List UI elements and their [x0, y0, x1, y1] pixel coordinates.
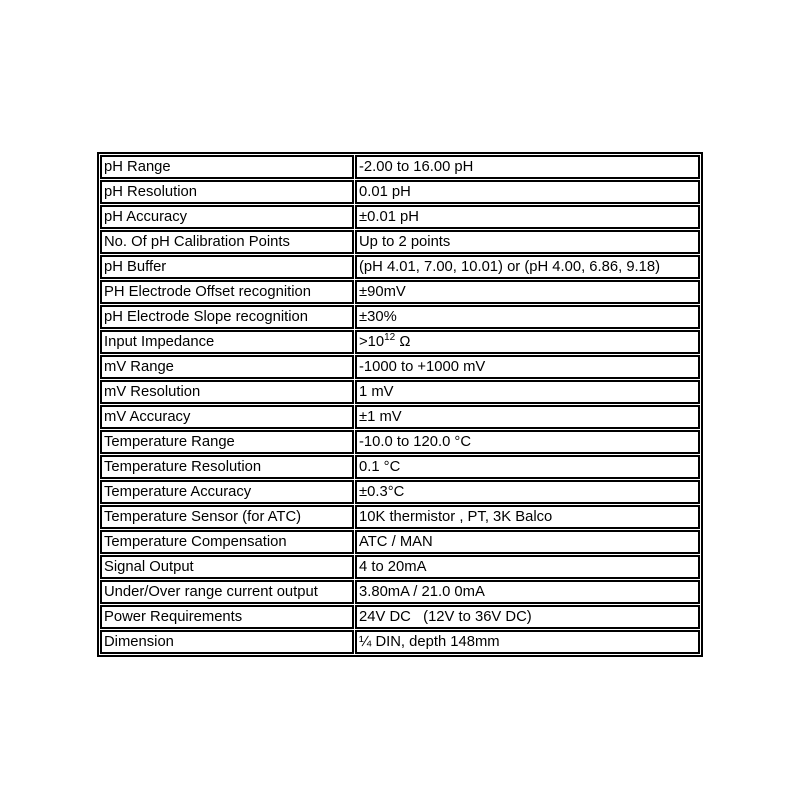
spec-value-cell: -1000 to +1000 mV [355, 355, 700, 379]
spec-label-cell: Temperature Resolution [100, 455, 354, 479]
spec-label-cell: mV Accuracy [100, 405, 354, 429]
spec-label-cell: Input Impedance [100, 330, 354, 354]
table-row [100, 630, 700, 654]
spec-table [99, 154, 701, 655]
spec-value-cell: ±0.01 pH [355, 205, 700, 229]
spec-label-cell: mV Resolution [100, 380, 354, 404]
spec-label-cell: No. Of pH Calibration Points [100, 230, 354, 254]
table-row [100, 555, 700, 579]
spec-value-cell: (pH 4.01, 7.00, 10.01) or (pH 4.00, 6.86, 9.18) [355, 255, 700, 279]
table-row [100, 605, 700, 629]
spec-value-cell: -2.00 to 16.00 pH [355, 155, 700, 179]
table-row [100, 380, 700, 404]
table-row [100, 455, 700, 479]
spec-value-cell: ±30% [355, 305, 700, 329]
spec-label-cell: Signal Output [100, 555, 354, 579]
spec-label-cell: pH Range [100, 155, 354, 179]
spec-table-body [100, 155, 700, 654]
spec-label-cell: PH Electrode Offset recognition [100, 280, 354, 304]
table-row [100, 155, 700, 179]
spec-value-cell [355, 330, 700, 354]
spec-value-cell: 0.01 pH [355, 180, 700, 204]
table-row [100, 355, 700, 379]
table-row [100, 305, 700, 329]
spec-label-cell: Temperature Compensation [100, 530, 354, 554]
spec-value-cell: ±1 mV [355, 405, 700, 429]
spec-label-cell: pH Electrode Slope recognition [100, 305, 354, 329]
spec-label-cell: pH Accuracy [100, 205, 354, 229]
table-row [100, 580, 700, 604]
superscript-exponent: 12 [384, 332, 396, 344]
table-row [100, 430, 700, 454]
spec-value-cell: 1 mV [355, 380, 700, 404]
spec-value-cell: 24V DC (12V to 36V DC) [355, 605, 700, 629]
table-row [100, 280, 700, 304]
table-row [100, 530, 700, 554]
table-row [100, 480, 700, 504]
spec-value-cell: 10K thermistor , PT, 3K Balco [355, 505, 700, 529]
table-row [100, 330, 700, 354]
table-row [100, 405, 700, 429]
spec-value-cell: Up to 2 points [355, 230, 700, 254]
table-row [100, 180, 700, 204]
spec-label-cell: Temperature Sensor (for ATC) [100, 505, 354, 529]
spec-value-cell: ¼ DIN, depth 148mm [355, 630, 700, 654]
spec-table-wrapper [97, 152, 703, 657]
table-row [100, 205, 700, 229]
spec-value-cell: 3.80mA / 21.0 0mA [355, 580, 700, 604]
spec-label-cell: Power Requirements [100, 605, 354, 629]
table-row [100, 230, 700, 254]
spec-value-cell: ±0.3°C [355, 480, 700, 504]
spec-label-cell: Dimension [100, 630, 354, 654]
spec-value-cell: ATC / MAN [355, 530, 700, 554]
spec-label-cell: pH Resolution [100, 180, 354, 204]
spec-value-cell: -10.0 to 120.0 °C [355, 430, 700, 454]
value-text: >10 [359, 334, 385, 350]
value-text: Ω [395, 334, 411, 350]
table-row [100, 505, 700, 529]
spec-value-cell: 0.1 °C [355, 455, 700, 479]
spec-label-cell: Temperature Range [100, 430, 354, 454]
spec-value-cell: ±90mV [355, 280, 700, 304]
spec-label-cell: mV Range [100, 355, 354, 379]
table-row [100, 255, 700, 279]
spec-label-cell: Temperature Accuracy [100, 480, 354, 504]
spec-label-cell: pH Buffer [100, 255, 354, 279]
spec-label-cell: Under/Over range current output [100, 580, 354, 604]
spec-value-cell: 4 to 20mA [355, 555, 700, 579]
